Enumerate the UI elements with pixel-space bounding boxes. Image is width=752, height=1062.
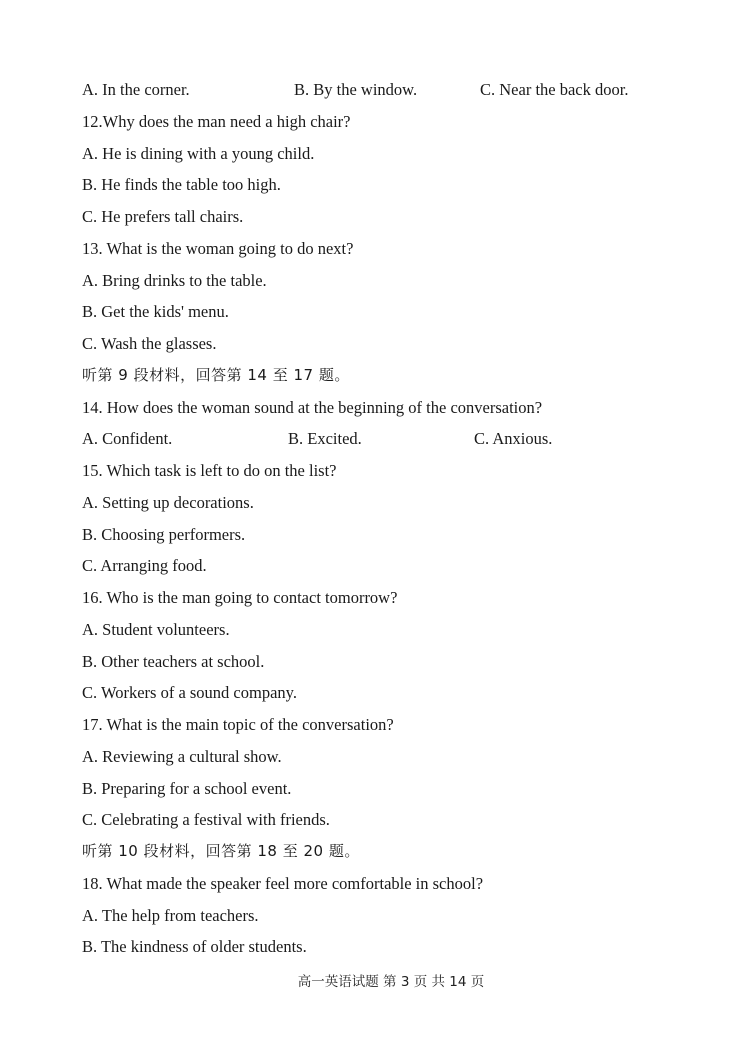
q18-option-b: B. The kindness of older students.	[82, 937, 307, 957]
q11-option-a: A. In the corner.	[82, 80, 190, 99]
q16-option-c: C. Workers of a sound company.	[82, 683, 297, 703]
q16-question: 16. Who is the man going to contact tomorrow?	[82, 588, 398, 607]
q16-option-a: A. Student volunteers.	[82, 619, 230, 639]
q14-question: 14. How does the woman sound at the beginning of the conversation?	[82, 397, 543, 417]
q15-question: 15. Which task is left to do on the list?	[82, 461, 337, 480]
section-9-instruction: 听第 9 段材料，回答第 14 至 17 题。	[82, 365, 350, 384]
q18-option-a: A. The help from teachers.	[82, 905, 259, 925]
q15-option-a: A. Setting up decorations.	[82, 492, 254, 512]
page-footer: 高一英语试题 第 3 页 共 14 页	[297, 974, 485, 990]
q12-option-a: A. He is dining with a young child.	[82, 143, 315, 163]
q11-option-c: C. Near the back door.	[480, 80, 629, 99]
section-10-instruction: 听第 10 段材料，回答第 18 至 20 题。	[82, 842, 360, 860]
q12-question: 12.Why does the man need a high chair?	[82, 111, 351, 131]
q17-option-b: B. Preparing for a school event.	[82, 778, 292, 798]
q17-option-a: A. Reviewing a cultural show.	[82, 746, 282, 766]
q14-option-b: B. Excited.	[288, 429, 362, 449]
q13-question: 13. What is the woman going to do next?	[82, 238, 354, 258]
q12-option-b: B. He finds the table too high.	[82, 175, 281, 195]
q12-option-c: C. He prefers tall chairs.	[82, 207, 244, 226]
q11-options-row	[82, 74, 692, 106]
q13-option-a: A. Bring drinks to the table.	[82, 270, 267, 290]
q11-option-b: B. By the window.	[294, 80, 418, 99]
q13-option-c: C. Wash the glasses.	[82, 334, 217, 353]
q14-option-c: C. Anxious.	[474, 429, 553, 449]
q18-question: 18. What made the speaker feel more comfortable in school?	[82, 873, 484, 893]
q14-option-a: A. Confident.	[82, 429, 173, 449]
q14-options-row	[82, 423, 692, 455]
q15-option-c: C. Arranging food.	[82, 556, 207, 576]
q17-option-c: C. Celebrating a festival with friends.	[82, 810, 330, 830]
q16-option-b: B. Other teachers at school.	[82, 651, 265, 671]
q15-option-b: B. Choosing performers.	[82, 524, 246, 544]
q13-option-b: B. Get the kids' menu.	[82, 302, 229, 322]
q17-question: 17. What is the main topic of the conversation?	[82, 715, 394, 734]
